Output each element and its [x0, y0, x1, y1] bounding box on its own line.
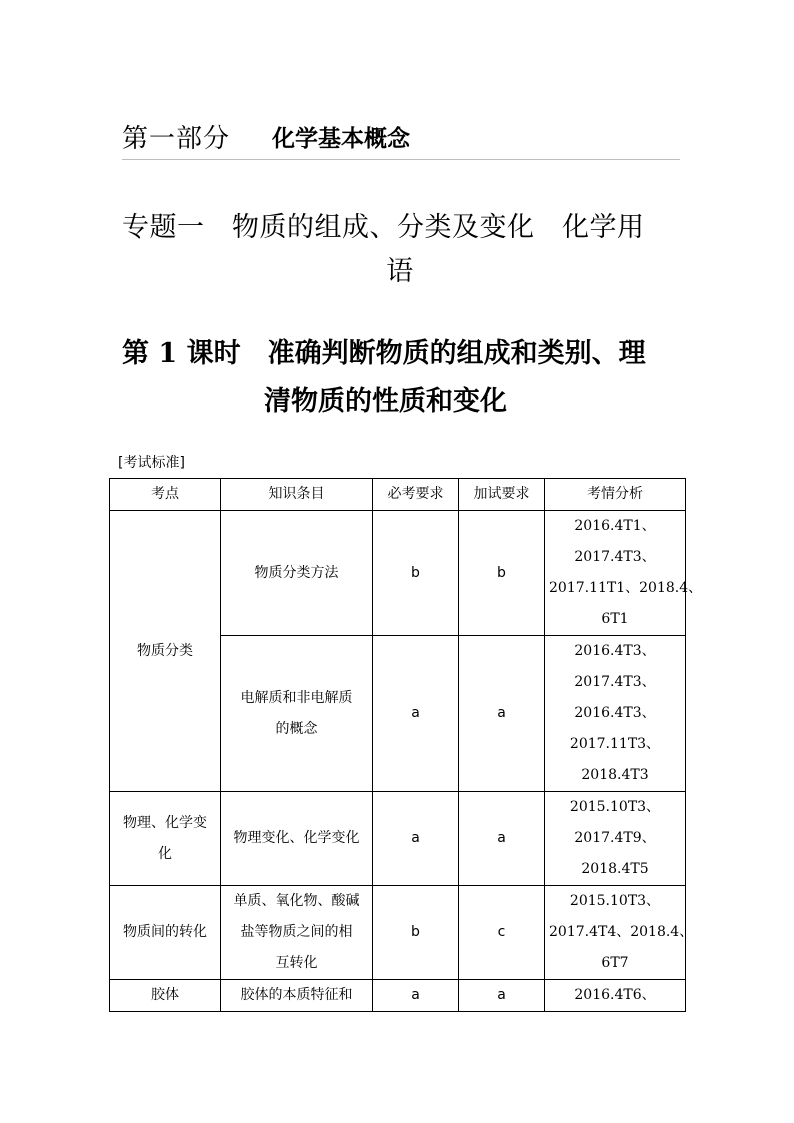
analysis-line: 2017.4T3、 [574, 549, 656, 565]
topic-title-line2: 语 [386, 256, 414, 287]
analysis-line: 2016.4T1、 [574, 518, 656, 534]
analysis-cell [545, 792, 686, 886]
table-row [110, 511, 686, 636]
topic-line: 物理、化学变 [123, 814, 207, 831]
topic-cell: 物质间的转化 [110, 886, 221, 980]
knowledge-cell [221, 636, 373, 792]
table-header-row [110, 479, 686, 511]
analysis-line: 2017.11T1、2018.4、 [549, 580, 703, 596]
required-cell: b [373, 511, 459, 636]
analysis-cell [545, 511, 703, 636]
required-cell: a [373, 636, 459, 792]
required-cell: b [373, 886, 459, 980]
analysis-line: 6T7 [601, 955, 629, 971]
required-cell: a [373, 980, 459, 1012]
topic-cell: 物质分类 [110, 511, 221, 792]
part-label: 第一部分 [122, 124, 231, 154]
topic-cell: 胶体 [110, 980, 221, 1012]
header-knowledge: 知识条目 [221, 479, 373, 511]
header-topic: 考点 [110, 479, 221, 511]
analysis-line: 6T1 [601, 611, 629, 627]
analysis-line: 2016.4T3、 [574, 643, 656, 659]
analysis-line: 2016.4T3、 [574, 705, 656, 721]
analysis-cell [545, 636, 686, 792]
part-header [122, 116, 680, 160]
knowledge-cell: 物理变化、化学变化 [221, 792, 373, 886]
knowledge-cell: 胶体的本质特征和 [221, 980, 373, 1012]
knowledge-line: 盐等物质之间的相 [240, 924, 353, 940]
lesson-title-line2: 清物质的性质和变化 [264, 386, 507, 417]
required-cell: a [373, 792, 459, 886]
topic-line: 化 [158, 845, 172, 862]
table-row [110, 980, 686, 1012]
analysis-line: 2018.4T5 [581, 861, 649, 877]
topic-title [122, 206, 678, 294]
analysis-cell [545, 886, 694, 980]
header-analysis: 考情分析 [545, 479, 686, 511]
topic-cell [110, 792, 221, 886]
knowledge-line: 的概念 [275, 720, 318, 737]
lesson-title [122, 330, 678, 426]
table-row [110, 886, 686, 980]
extra-cell: a [459, 980, 545, 1012]
part-title: 化学基本概念 [272, 126, 410, 152]
knowledge-cell: 物质分类方法 [221, 511, 373, 636]
analysis-line: 2017.4T9、 [574, 830, 656, 846]
exam-standard-table [109, 478, 703, 1012]
analysis-line: 2017.4T4、2018.4、 [549, 924, 694, 940]
analysis-line: 2015.10T3、 [569, 799, 661, 815]
extra-cell: a [459, 792, 545, 886]
extra-cell: a [459, 636, 545, 792]
analysis-line: 2018.4T3 [581, 767, 649, 783]
table-row [110, 792, 686, 886]
analysis-line: 2017.4T3、 [574, 674, 656, 690]
knowledge-line: 互转化 [275, 955, 318, 971]
analysis-line: 2016.4T6、 [574, 987, 656, 1003]
analysis-line: 2015.10T3、 [569, 893, 661, 909]
lesson-title-line1: 第 1 课时 准确判断物质的组成和类别、理 [122, 338, 646, 369]
extra-cell: c [459, 886, 545, 980]
knowledge-cell [221, 886, 373, 980]
knowledge-line: 电解质和非电解质 [240, 689, 353, 706]
analysis-line: 2017.11T3、 [569, 736, 661, 752]
topic-title-line1: 专题一 物质的组成、分类及变化 化学用 [122, 212, 645, 243]
extra-cell: b [459, 511, 545, 636]
knowledge-line: 单质、氧化物、酸碱 [233, 893, 360, 909]
analysis-cell [545, 980, 686, 1012]
exam-standard-label: [考试标准] [118, 455, 185, 471]
header-extra: 加试要求 [459, 479, 545, 511]
header-required: 必考要求 [373, 479, 459, 511]
part-divider [122, 159, 680, 160]
